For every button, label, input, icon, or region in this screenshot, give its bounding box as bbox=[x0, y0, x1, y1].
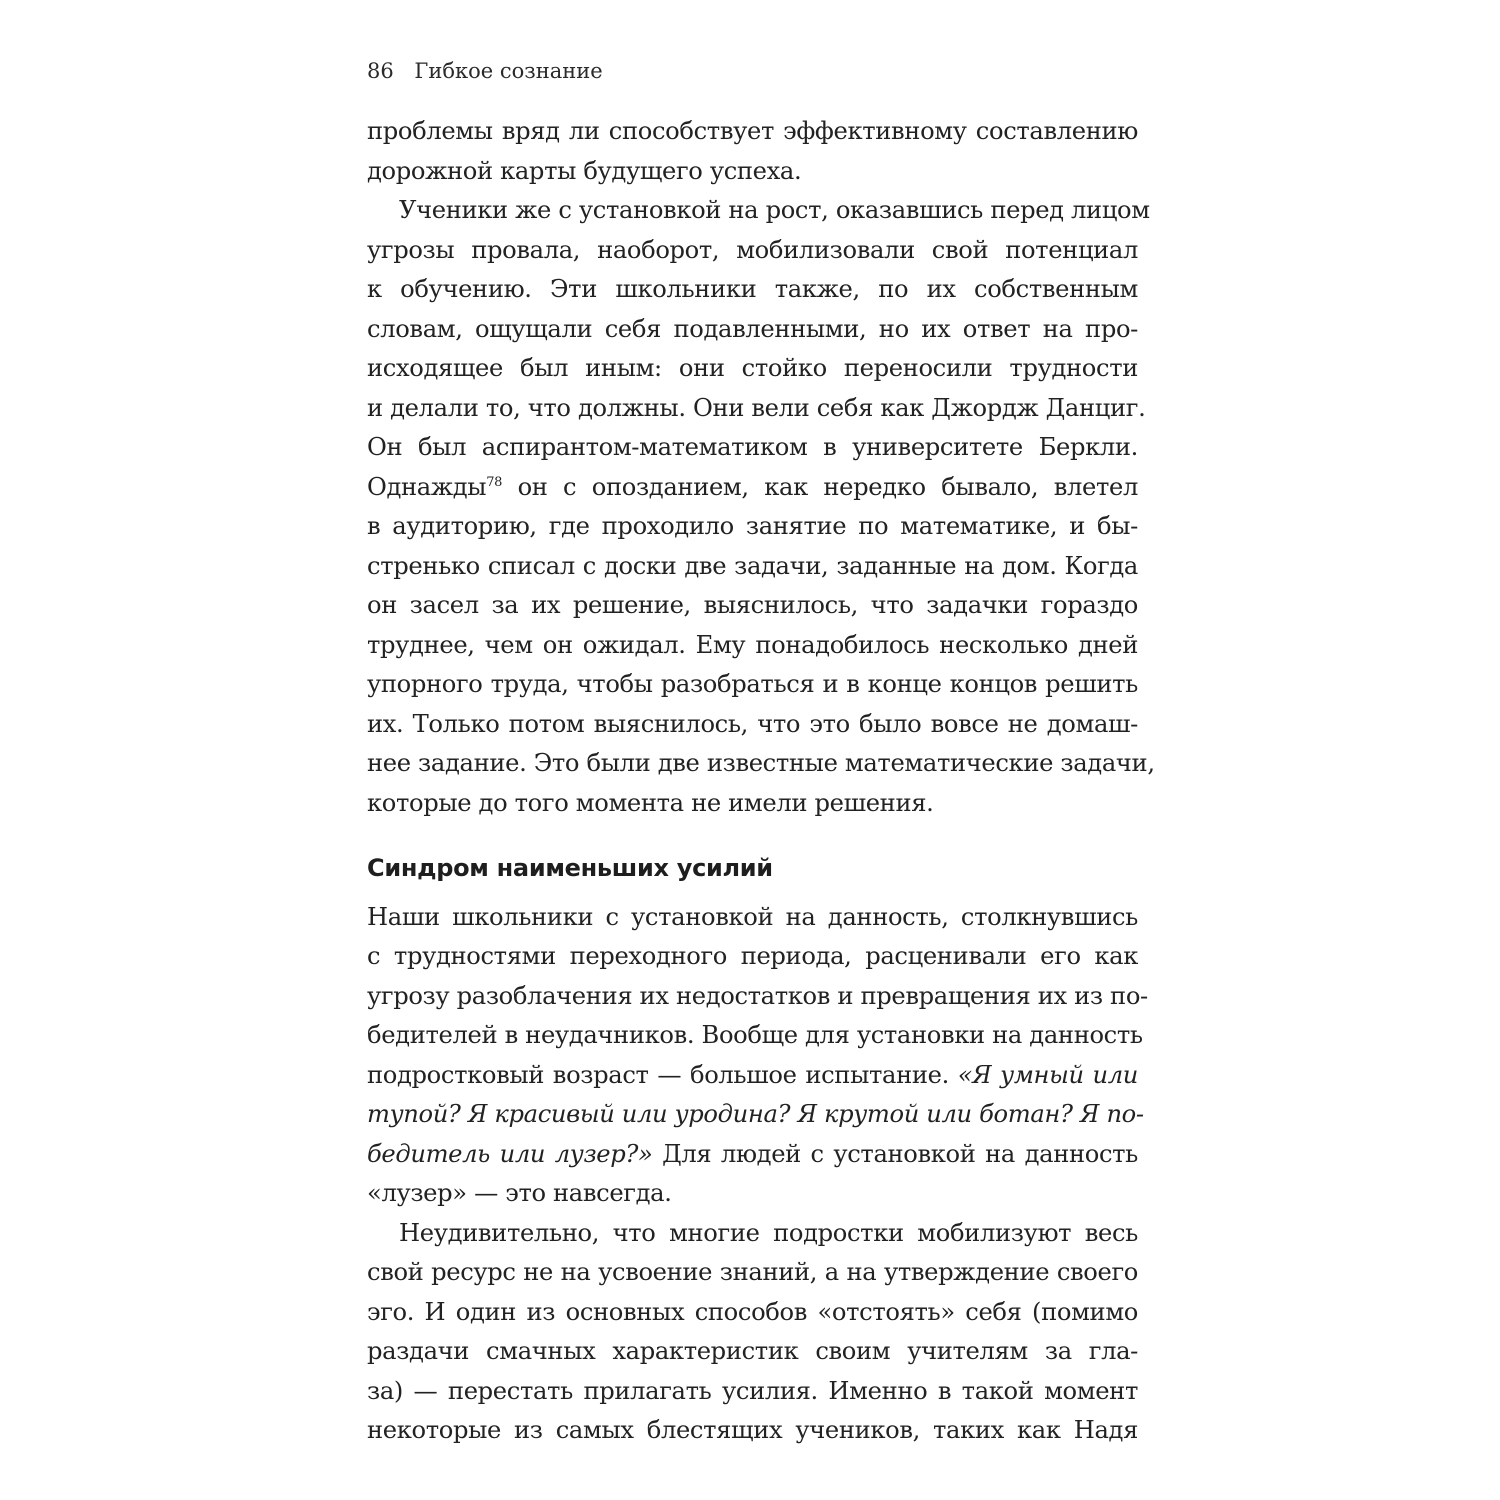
text-line: дорожной карты будущего успеха. bbox=[367, 157, 802, 185]
book-page bbox=[367, 0, 1155, 1500]
text-run: он с опозданием, как нередко бывало, влетел bbox=[502, 473, 1138, 501]
text-line: проблемы вряд ли способствует эффективному составлению bbox=[367, 117, 1138, 145]
text-line: раздачи смачных характеристик своим учителям за гла- bbox=[367, 1337, 1138, 1365]
text-line: труднее, чем он ожидал. Ему понадобилось несколько дней bbox=[367, 631, 1138, 659]
text-line bbox=[367, 467, 1138, 507]
text-line bbox=[367, 1094, 1144, 1134]
text-line: в аудиторию, где проходило занятие по математике, и бы- bbox=[367, 512, 1138, 540]
text-line: угрозы провала, наоборот, мобилизовали свой потенциал bbox=[367, 236, 1138, 264]
text-line: Неудивительно, что многие подростки мобилизуют весь bbox=[399, 1219, 1138, 1247]
text-line: которые до того момента не имели решения. bbox=[367, 789, 934, 817]
text-run: подростковый возраст — большое испытание. bbox=[367, 1061, 958, 1089]
text-line: угрозу разоблачения их недостатков и превращения их из по- bbox=[367, 982, 1148, 1010]
text-run: Для людей с установкой на данность bbox=[652, 1140, 1138, 1168]
section-heading: Синдром наименьших усилий bbox=[367, 854, 773, 882]
footnote-ref: 78 bbox=[486, 475, 503, 490]
text-line: бедителей в неудачников. Вообще для установки на данность bbox=[367, 1021, 1143, 1049]
text-line: словам, ощущали себя подавленными, но их ответ на про- bbox=[367, 315, 1138, 343]
text-line: стренько списал с доски две задачи, заданные на дом. Когда bbox=[367, 552, 1138, 580]
text-line: свой ресурс не на усвоение знаний, а на утверждение своего bbox=[367, 1258, 1138, 1286]
text-line bbox=[367, 1134, 1138, 1174]
text-line: эго. И один из основных способов «отстоять» себя (помимо bbox=[367, 1298, 1138, 1326]
text-line: к обучению. Эти школьники также, по их собственным bbox=[367, 275, 1138, 303]
italic-quote: «Я умный или bbox=[957, 1061, 1138, 1089]
book-title: Гибкое сознание bbox=[414, 59, 603, 83]
text-line: Ученики же с установкой на рост, оказавшись перед лицом bbox=[399, 196, 1150, 224]
text-line: некоторые из самых блестящих учеников, таких как Надя bbox=[367, 1416, 1138, 1444]
text-line: исходящее был иным: они стойко переносили трудности bbox=[367, 354, 1138, 382]
text-line: упорного труда, чтобы разобраться и в конце концов решить bbox=[367, 670, 1138, 698]
text-line: нее задание. Это были две известные математические задачи, bbox=[367, 749, 1155, 777]
text-line: за) — перестать прилагать усилия. Именно в такой момент bbox=[367, 1377, 1138, 1405]
text-line: «лузер» — это навсегда. bbox=[367, 1179, 672, 1207]
text-line: Он был аспирантом-математиком в университете Беркли. bbox=[367, 433, 1138, 461]
text-line: Наши школьники с установкой на данность, столкнувшись bbox=[367, 903, 1138, 931]
text-line: и делали то, что должны. Они вели себя как Джордж Данциг. bbox=[367, 394, 1146, 422]
text-line bbox=[367, 1055, 1138, 1095]
italic-quote: бедитель или лузер?» bbox=[367, 1140, 653, 1168]
page-number: 86 bbox=[367, 59, 394, 83]
text-line: с трудностями переходного периода, расценивали его как bbox=[367, 942, 1138, 970]
text-line: их. Только потом выяснилось, что это было вовсе не домаш- bbox=[367, 710, 1138, 738]
running-header bbox=[367, 58, 603, 84]
text-run: Однажды bbox=[367, 473, 487, 501]
text-line: он засел за их решение, выяснилось, что задачки гораздо bbox=[367, 591, 1138, 619]
italic-quote: тупой? Я красивый или уродина? Я крутой или ботан? Я по- bbox=[367, 1100, 1144, 1128]
